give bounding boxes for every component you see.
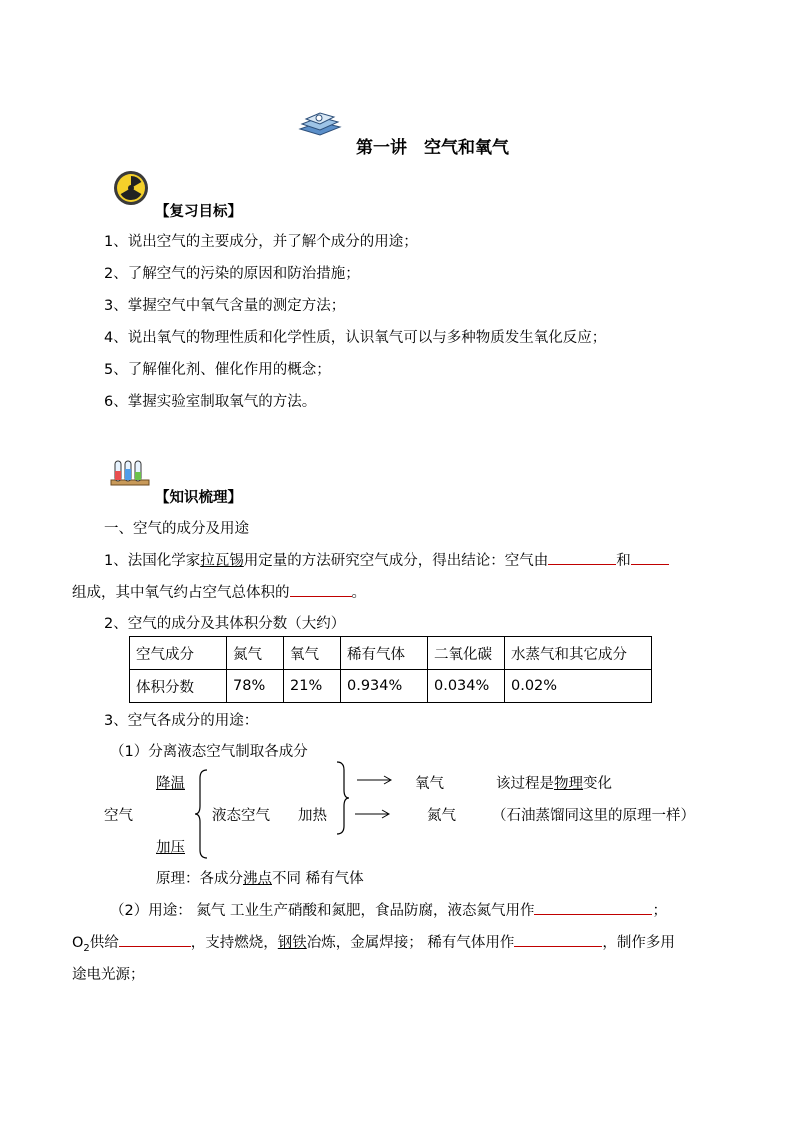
- uses-line-3: 途电光源；: [72, 967, 145, 983]
- text: ，制作多用: [602, 935, 675, 951]
- table-cell: 空气成分: [130, 637, 227, 670]
- process-note: [496, 772, 612, 793]
- review-item: 2、了解空气的污染的原因和防治措施；: [104, 266, 360, 282]
- answer-blank[interactable]: [548, 550, 616, 565]
- table-cell: 0.02%: [505, 670, 652, 703]
- paragraph-3: 3、空气各成分的用途：: [104, 713, 259, 729]
- text: （2）用途： 氮气 工业生产硝酸和氮肥，食品防腐，液态氮气用作: [110, 903, 535, 919]
- review-item: 1、说出空气的主要成分，并了解个成分的用途；: [104, 234, 418, 250]
- liquid-air-label: 液态空气: [212, 808, 270, 824]
- answer-blank[interactable]: [534, 900, 652, 915]
- o2-formula: [72, 935, 90, 954]
- table-cell: 稀有气体: [341, 637, 428, 670]
- table-cell: 氧气: [284, 637, 341, 670]
- right-brace: [335, 760, 349, 836]
- cool-label: 降温: [156, 776, 185, 792]
- heat-label: 加热: [298, 808, 327, 824]
- review-item: 5、了解催化剂、催化作用的概念；: [104, 362, 331, 378]
- arrow-icon: [356, 774, 394, 786]
- oxygen-label: 氧气: [415, 776, 444, 792]
- text: 1、法国化学家: [104, 553, 201, 569]
- rare-gas-label: 稀有气体: [305, 871, 364, 887]
- left-brace: [195, 768, 209, 860]
- text: 供给: [89, 935, 119, 951]
- table-cell: 二氧化碳: [428, 637, 505, 670]
- text: 该过程是: [496, 776, 554, 792]
- text: 2: [83, 942, 90, 954]
- composition-table: [129, 636, 652, 703]
- principle-line: [156, 867, 364, 888]
- table-cell: 氮气: [227, 637, 284, 670]
- answer-blank[interactable]: [631, 550, 669, 565]
- table-cell: 水蒸气和其它成分: [505, 637, 652, 670]
- text: ；: [652, 903, 667, 919]
- table-cell: 21%: [284, 670, 341, 703]
- books-icon: [298, 111, 342, 137]
- scientist-name: 拉瓦锡: [200, 553, 244, 569]
- text: 用定量的方法研究空气成分，得出结论：空气由: [243, 553, 549, 569]
- boiling-keyword: 沸点: [243, 871, 272, 887]
- review-item: 4、说出氧气的物理性质和化学性质，认识氧气可以与多种物质发生氧化反应；: [104, 330, 607, 346]
- table-row: [130, 670, 652, 703]
- text: O: [72, 935, 84, 951]
- test-tubes-icon: [110, 458, 150, 488]
- answer-blank[interactable]: [119, 932, 191, 947]
- radiation-icon: [113, 170, 149, 206]
- page-title: 第一讲 空气和氧气: [356, 138, 509, 158]
- nitrogen-label: 氮气: [427, 808, 456, 824]
- distillation-note: （石油蒸馏同这里的原理一样）: [492, 808, 695, 824]
- paragraph-1: [104, 549, 669, 570]
- knowledge-heading: 【知识梳理】: [155, 490, 242, 506]
- paragraph-2: 2、空气的成分及其体积分数（大约）: [104, 616, 346, 632]
- uses-line-2: [72, 931, 675, 954]
- steel-keyword: 钢铁: [277, 935, 307, 951]
- review-item: 6、掌握实验室制取氧气的方法。: [104, 394, 317, 410]
- table-cell: 78%: [227, 670, 284, 703]
- answer-blank[interactable]: [514, 932, 602, 947]
- air-label: 空气: [104, 808, 133, 824]
- arrow-icon: [354, 808, 392, 820]
- text: 组成，其中氧气约占空气总体积的: [72, 585, 290, 601]
- paragraph-1-cont: [72, 581, 366, 602]
- text: 不同: [272, 871, 301, 887]
- subheading-1: （1）分离液态空气制取各成分: [110, 744, 308, 760]
- text: 冶炼，金属焊接； 稀有气体用作: [306, 935, 515, 951]
- text: ，支持燃烧，: [190, 935, 278, 951]
- review-item: 3、掌握空气中氧气含量的测定方法；: [104, 298, 346, 314]
- text: 和: [616, 553, 631, 569]
- physical-keyword: 物理: [554, 776, 583, 792]
- uses-line-1: [110, 899, 667, 920]
- answer-blank[interactable]: [290, 582, 352, 597]
- table-cell: 0.034%: [428, 670, 505, 703]
- table-cell: 0.934%: [341, 670, 428, 703]
- section-heading: 一、空气的成分及用途: [104, 521, 249, 537]
- table-cell: 体积分数: [130, 670, 227, 703]
- text: 原理：各成分: [156, 871, 243, 887]
- text: 。: [351, 585, 366, 601]
- pressure-label: 加压: [156, 840, 185, 856]
- text: 变化: [583, 776, 612, 792]
- review-heading: 【复习目标】: [155, 204, 242, 220]
- table-row: [130, 637, 652, 670]
